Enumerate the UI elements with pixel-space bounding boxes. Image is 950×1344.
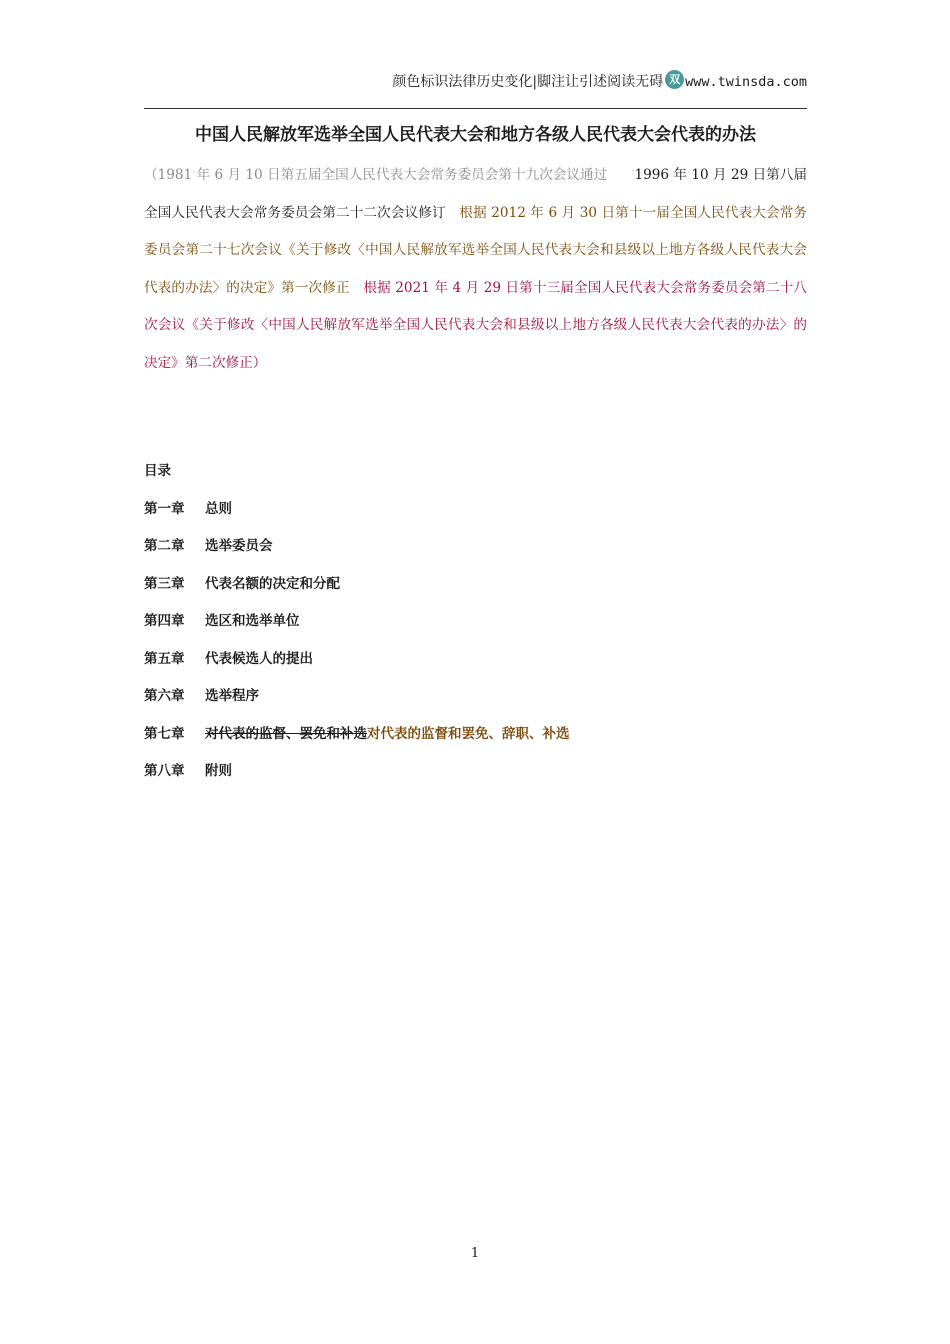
header-divider (144, 108, 807, 109)
history-2021-amendment: 根据 2021 年 4 月 29 日第十三届全国人民代表大会常务委员会第二十八次会议《关于修改〈中国人民解放军选举全国人民代表大会和县级以上地方各级人民代表大会代表的办法〉的决定》第二次修正） (144, 279, 808, 371)
table-of-contents (144, 458, 807, 796)
header-tagline: 颜色标识法律历史变化|脚注让引述阅读无碍 (392, 74, 664, 90)
chapter-number: 第三章 (144, 575, 185, 592)
history-original-passage: （1981 年 6 月 10 日第五届全国人民代表大会常务委员会第十九次会议通过 (144, 167, 608, 183)
chapter-title: 代表候选人的提出 (205, 650, 313, 667)
chapter-title: 总则 (205, 500, 232, 517)
chapter-number: 第四章 (144, 613, 185, 629)
page-number: 1 (470, 1246, 480, 1261)
chapter-number: 第八章 (144, 763, 185, 779)
toc-chapter-1[interactable] (144, 496, 807, 534)
toc-chapter-6[interactable] (144, 683, 807, 721)
chapter-number: 第七章 (144, 725, 185, 742)
chapter-title-amended: 对代表的监督和罢免、辞职、补选 (367, 725, 570, 742)
chapter-title: 选区和选举单位 (205, 613, 300, 629)
chapter-number: 第五章 (144, 650, 185, 667)
header-site-link[interactable]: www.twinsda.com (685, 74, 807, 90)
history-2012-amendment: 根据 2012 年 6 月 30 日第十一届全国人民代表大会常务委员会第二十七次会议《关于修改〈中国人民解放军选举全国人民代表大会和县级以上地方各级人民代表大会代表的办法〉的决定》第一次修正 (144, 204, 808, 296)
document-title: 中国人民解放军选举全国人民代表大会和地方各级人民代表大会代表的办法 (195, 125, 756, 145)
toc-chapter-3[interactable] (144, 571, 807, 609)
chapter-title: 代表名额的决定和分配 (205, 575, 340, 592)
legislative-history (144, 157, 807, 382)
chapter-title: 选举程序 (205, 688, 259, 704)
toc-chapter-2[interactable] (144, 533, 807, 571)
toc-heading: 目录 (144, 463, 171, 479)
chapter-number: 第一章 (144, 500, 185, 517)
chapter-title-deleted: 对代表的监督、罢免和补选 (205, 725, 367, 742)
page-header (144, 70, 807, 96)
toc-chapter-4[interactable] (144, 608, 807, 646)
toc-chapter-5[interactable] (144, 646, 807, 684)
history-1996-revision: 1996 年 10 月 29 日第八届全国人民代表大会常务委员会第二十二次会议修订 (144, 167, 807, 221)
toc-chapter-7[interactable] (144, 721, 807, 759)
toc-chapter-8[interactable] (144, 758, 807, 796)
chapter-title: 附则 (205, 763, 232, 779)
chapter-number: 第六章 (144, 688, 185, 704)
twinsda-logo-icon: 双 (665, 70, 684, 89)
chapter-title: 选举委员会 (205, 538, 273, 554)
chapter-number: 第二章 (144, 538, 185, 554)
